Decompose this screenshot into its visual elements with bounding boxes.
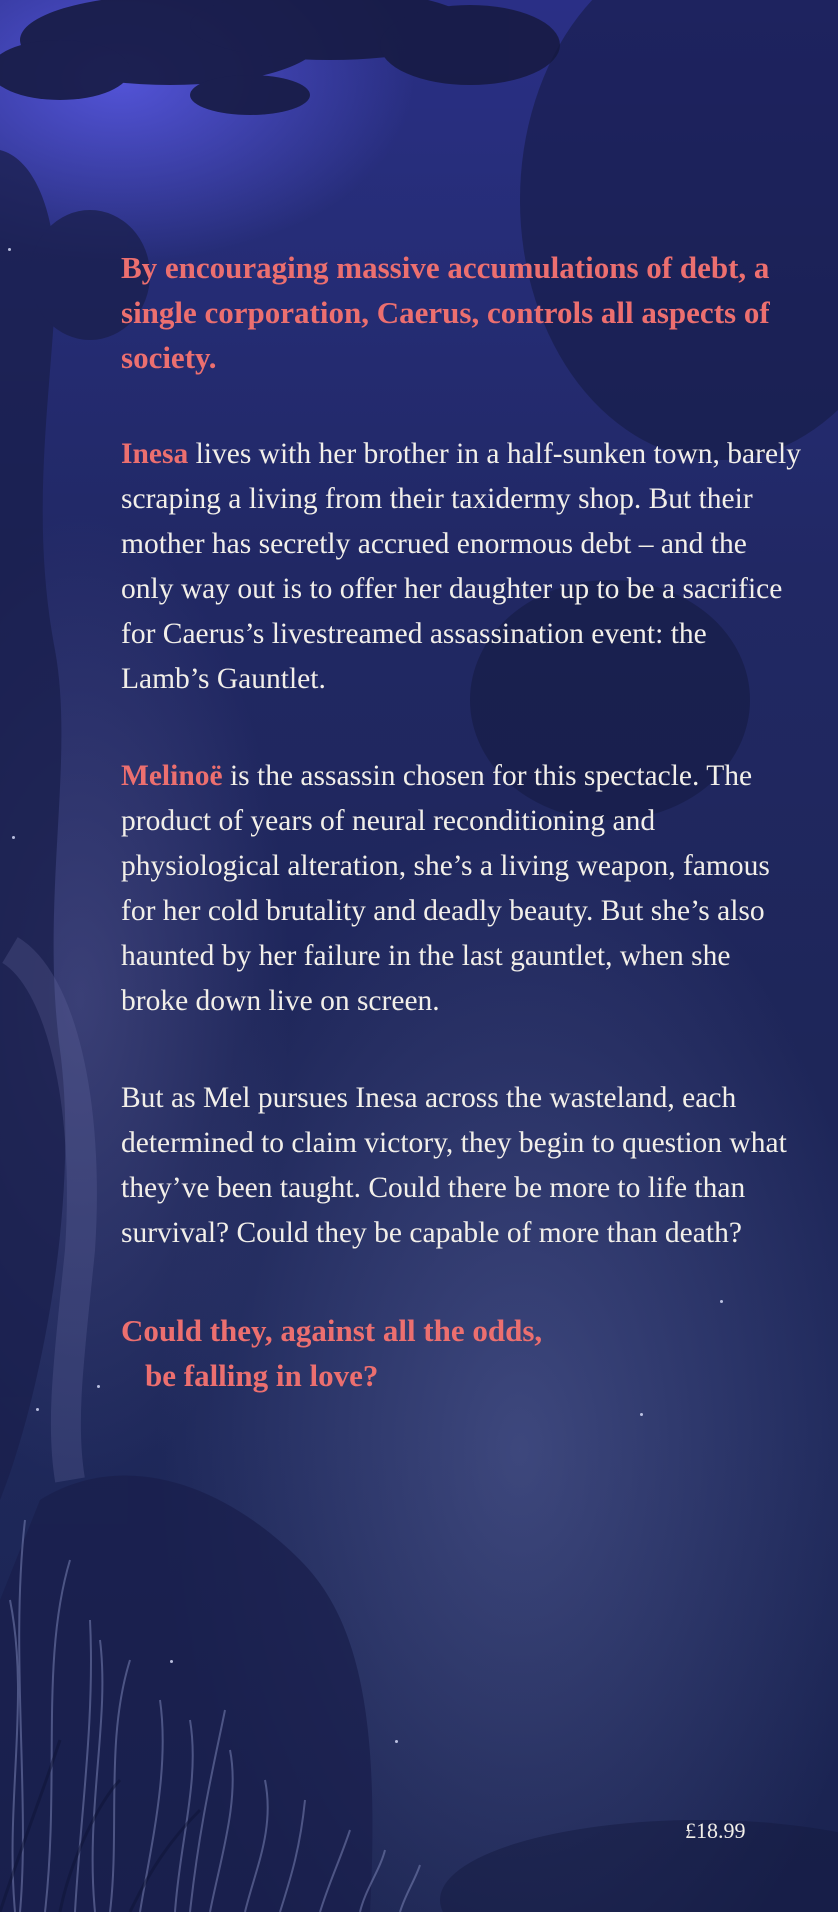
paragraph-chase: But as Mel pursues Inesa across the wasteland, each determined to claim victory, they begin to question what they’ve been taught. Could there be more to life than survival? Could they be capable of more than death? — [121, 1082, 787, 1249]
closing-line-2: be falling in love? — [145, 1358, 379, 1393]
blurb — [121, 245, 801, 1398]
foliage-top — [0, 0, 560, 115]
sparkle — [36, 1408, 39, 1411]
sparkle — [12, 836, 15, 839]
paragraph-melinoe-text: is the assassin chosen for this spectacle. The product of years of neural reconditioning and physiological alteration, she’s a living weapon, famous for her cold brutality and deadly beauty. But she’s also haunted by her failure in the last gauntlet, when she broke down live on screen. — [121, 760, 770, 1017]
character-name-melinoe: Melinoë — [121, 760, 223, 792]
sparkle — [97, 1385, 100, 1388]
price-label: £18.99 — [685, 1818, 746, 1843]
sparkle — [395, 1740, 398, 1743]
ground-shadow — [440, 1820, 838, 1912]
paragraph-inesa — [121, 432, 801, 702]
paragraph-melinoe — [121, 754, 801, 1024]
sparkle — [8, 248, 11, 251]
character-name-inesa: Inesa — [121, 438, 189, 470]
sparkle — [170, 1660, 173, 1663]
paragraph-inesa-text: lives with her brother in a half-sunken town, barely scraping a living from their taxidermy shop. But their mother has secretly accrued enormous debt – and the only way out is to offer her daughter up to be a sacrifice for Caerus’s livestreamed assassination event: the Lamb’s Gauntlet. — [121, 438, 801, 695]
closing-line-1: Could they, against all the odds, — [121, 1313, 543, 1348]
lead-paragraph: By encouraging massive accumulations of debt, a single corporation, Caerus, controls all aspects of society. — [121, 250, 770, 375]
sparkle — [640, 1413, 643, 1416]
closing-tagline — [121, 1308, 801, 1398]
